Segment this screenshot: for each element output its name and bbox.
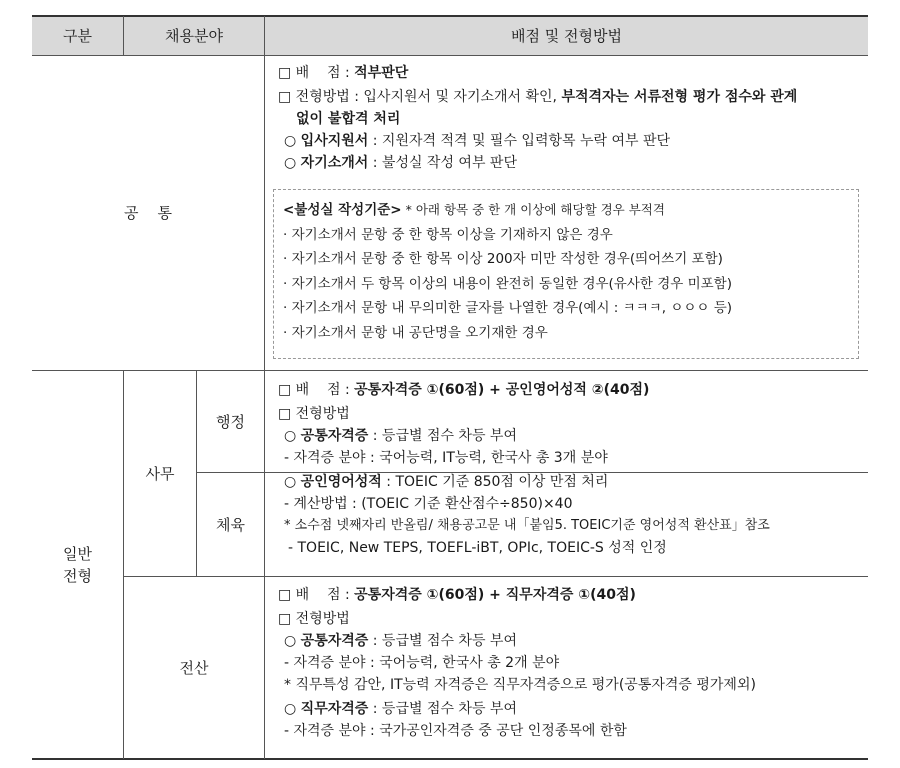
it-item1: ○ 공통자격증 : 등급별 점수 차등 부여	[284, 633, 517, 649]
it-label: 전산	[179, 658, 209, 677]
criteria-item: · 자기소개서 문항 중 한 항목 이상 200자 미만 작성한 경우(띄어쓰기 포함)	[283, 251, 723, 267]
general-label-line1: 일반	[63, 545, 92, 563]
criteria-title-line: <불성실 작성기준> * 아래 항목 중 한 개 이상에 해당할 경우 부적격	[283, 202, 665, 218]
common-item1: ○ 입사지원서 : 지원자격 적격 및 필수 입력항목 누락 여부 판단	[284, 133, 671, 149]
common-method-line2: 없이 불합격 처리	[296, 111, 401, 127]
criteria-item: · 자기소개서 두 항목 이상의 내용이 완전히 동일한 경우(유사한 경우 미포함)	[283, 275, 732, 292]
office-item1-sub: - 자격증 분야 : 국어능력, IT능력, 한국사 총 3개 분야	[284, 450, 608, 466]
common-score-line: □ 배 점 : 적부판단	[278, 65, 409, 81]
office-item2: ○ 공인영어성적 : TOEIC 기준 850점 이상 만점 처리	[284, 474, 609, 490]
office-content	[278, 379, 770, 559]
criteria-box-content	[283, 198, 732, 345]
it-item2: ○ 직무자격증 : 등급별 점수 차등 부여	[284, 701, 517, 717]
criteria-item: · 자기소개서 문항 중 한 항목 이상을 기재하지 않은 경우	[283, 226, 613, 243]
it-item1-sub2: * 직무특성 감안, IT능력 자격증은 직무자격증으로 평가(공통자격증 평가제외)	[284, 677, 756, 693]
it-content	[278, 584, 756, 742]
common-item2: ○ 자기소개서 : 불성실 작성 여부 판단	[284, 155, 517, 171]
content-column-divider	[264, 16, 265, 759]
common-content	[278, 62, 797, 174]
office-score-line: □ 배 점 : 공통자격증 ①(60점) + 공인영어성적 ②(40점)	[278, 382, 650, 398]
office-sub-sports: 체육	[216, 515, 245, 534]
common-method-line: □ 전형방법 : 입사지원서 및 자기소개서 확인, 부적격자는 서류전형 평가 점수와 관계	[278, 89, 798, 105]
office-label: 사무	[145, 464, 175, 483]
header-field: 채용분야	[165, 27, 223, 45]
office-item2-sub3: - TOEIC, New TEPS, TOEFL-iBT, OPIc, TOEIC-S 성적 인정	[288, 540, 667, 556]
it-score-line: □ 배 점 : 공통자격증 ①(60점) + 직무자격증 ①(40점)	[278, 587, 636, 603]
header-method: 배점 및 전형방법	[511, 27, 622, 45]
it-method-line: □ 전형방법	[278, 611, 350, 627]
office-item2-sub1: - 계산방법 : (TOEIC 기준 환산점수÷850)×40	[284, 496, 573, 512]
general-label	[32, 371, 123, 759]
general-label-line2: 전형	[63, 567, 92, 585]
header-category: 구분	[63, 27, 92, 45]
it-item1-sub1: - 자격증 분야 : 국어능력, 한국사 총 2개 분야	[284, 655, 560, 671]
criteria-item: · 자기소개서 문항 내 무의미한 글자를 나열한 경우(예시 : ㅋㅋㅋ, ㅇㅇㅇ 등)	[283, 300, 733, 316]
office-method-line: □ 전형방법	[278, 406, 350, 422]
office-item2-sub2: * 소수점 넷째자리 반올림/ 채용공고문 내「붙임5. TOEIC기준 영어성적 환산표」참조	[284, 518, 770, 533]
table-bottom-border	[32, 758, 868, 760]
office-item1: ○ 공통자격증 : 등급별 점수 차등 부여	[284, 428, 517, 444]
office-sub-admin: 행정	[216, 412, 245, 431]
common-label: 공 통	[123, 204, 173, 222]
it-item2-sub: - 자격증 분야 : 국가공인자격증 중 공단 인정종목에 한함	[284, 723, 627, 739]
criteria-item: · 자기소개서 문항 내 공단명을 오기재한 경우	[283, 324, 548, 341]
